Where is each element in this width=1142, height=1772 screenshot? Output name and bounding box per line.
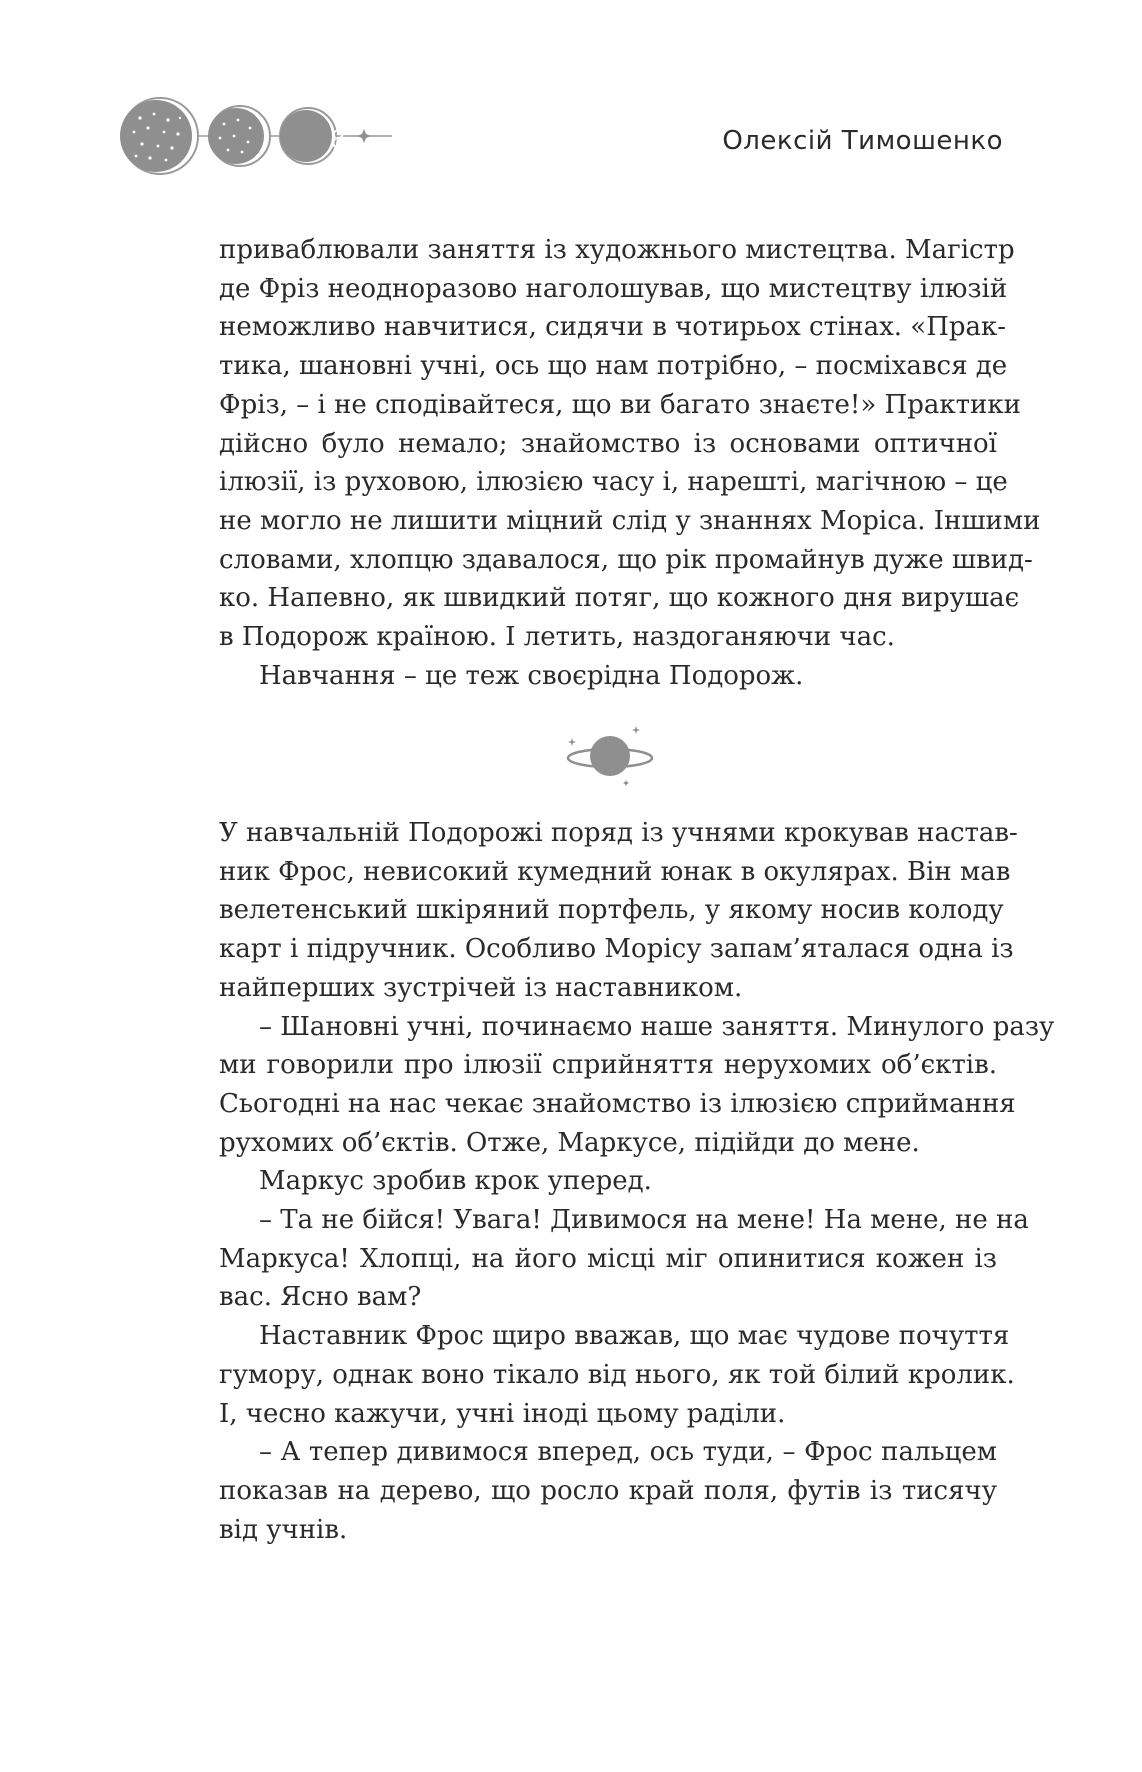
text-line: – Шановні учні, починаємо наше заняття. Минулого разу xyxy=(259,1011,1055,1042)
text-line: гумору, однак воно тікало від нього, як той білий кролик. xyxy=(219,1359,1015,1390)
paragraph xyxy=(219,231,1041,657)
text-line: не могло не лишити міцний слід у знаннях Моріса. Іншими xyxy=(219,505,1041,536)
text-block-1 xyxy=(219,231,1041,695)
text-line: Наставник Фрос щиро вважав, що має чудове почуття xyxy=(259,1321,1010,1352)
page-number: 8 xyxy=(330,126,346,154)
text-line: ко. Напевно, як швидкий потяг, що кожного дня вирушає xyxy=(219,583,1020,614)
text-line: Навчання – це теж своєрідна Подорож. xyxy=(259,660,804,691)
text-line: рухомих об’єктів. Отже, Маркусе, підійди до мене. xyxy=(219,1127,920,1158)
paragraph xyxy=(219,1162,997,1201)
text-line: І, чесно кажучи, учні іноді цьому раділи. xyxy=(219,1398,786,1429)
planet-divider-icon xyxy=(560,720,660,790)
text-line: ілюзії, із руховою, ілюзією часу і, нарешті, магічною – це xyxy=(219,467,1008,498)
paragraph xyxy=(219,1008,1055,1163)
text-line: – А тепер дивимося вперед, ось туди, – Фрос пальцем xyxy=(259,1437,997,1468)
text-line: неможливо навчитися, сидячи в чотирьох стінах. «Прак- xyxy=(219,312,1007,343)
paragraph xyxy=(219,1201,1029,1317)
text-line: приваблювали заняття із художнього мистецтва. Магістр xyxy=(219,235,1015,265)
text-line: від учнів. xyxy=(219,1514,348,1545)
paragraph xyxy=(219,814,1018,1008)
text-line: вас. Ясно вам? xyxy=(219,1282,422,1313)
text-line: Сьогодні на нас чекає знайомство із ілюзією сприймання xyxy=(219,1088,1016,1119)
text-block-2 xyxy=(219,814,1055,1549)
text-line: ми говорили про ілюзії сприйняття нерухомих об’єктів. xyxy=(219,1050,997,1081)
text-line: ник Фрос, невисокий кумедний юнак в окулярах. Він мав xyxy=(219,856,1011,887)
text-line: Фріз, – і не сподівайтеся, що ви багато знаєте!» Практики xyxy=(219,389,1021,420)
text-line: Маркуса! Хлопці, на його місці міг опинитися кожен із xyxy=(219,1243,997,1274)
text-line: показав на дерево, що росло край поля, футів із тисячу xyxy=(219,1475,997,1506)
text-line: словами, хлопцю здавалося, що рік промайнув дуже швид- xyxy=(219,544,1033,575)
paragraph xyxy=(219,1433,997,1549)
text-line: – Та не бійся! Увага! Дивимося на мене! На мене, не на xyxy=(259,1205,1029,1236)
text-line: У навчальній Подорожі поряд із учнями крокував настав- xyxy=(219,818,1018,848)
text-line: Маркус зробив крок уперед. xyxy=(259,1166,652,1197)
text-line: найперших зустрічей із наставником. xyxy=(219,972,743,1003)
text-line: в Подорож країною. І летить, наздоганяючи час. xyxy=(219,622,895,653)
text-line: дійсно було немало; знайомство із основами оптичної xyxy=(219,428,997,459)
page-header xyxy=(0,0,1142,200)
running-head-author: Олексій Тимошенко xyxy=(722,126,1003,156)
paragraph xyxy=(219,1317,1015,1433)
moon-phases-ornament-icon xyxy=(120,96,400,176)
text-line: де Фріз неодноразово наголошував, що мистецтву ілюзій xyxy=(219,273,1008,304)
text-line: велетенський шкіряний портфель, у якому носив колоду xyxy=(219,895,1004,926)
text-line: карт і підручник. Особливо Морісу запам’яталася одна із xyxy=(219,934,1014,965)
paragraph xyxy=(219,657,997,696)
text-line: тика, шановні учні, ось що нам потрібно, – посміхався де xyxy=(219,351,1008,382)
